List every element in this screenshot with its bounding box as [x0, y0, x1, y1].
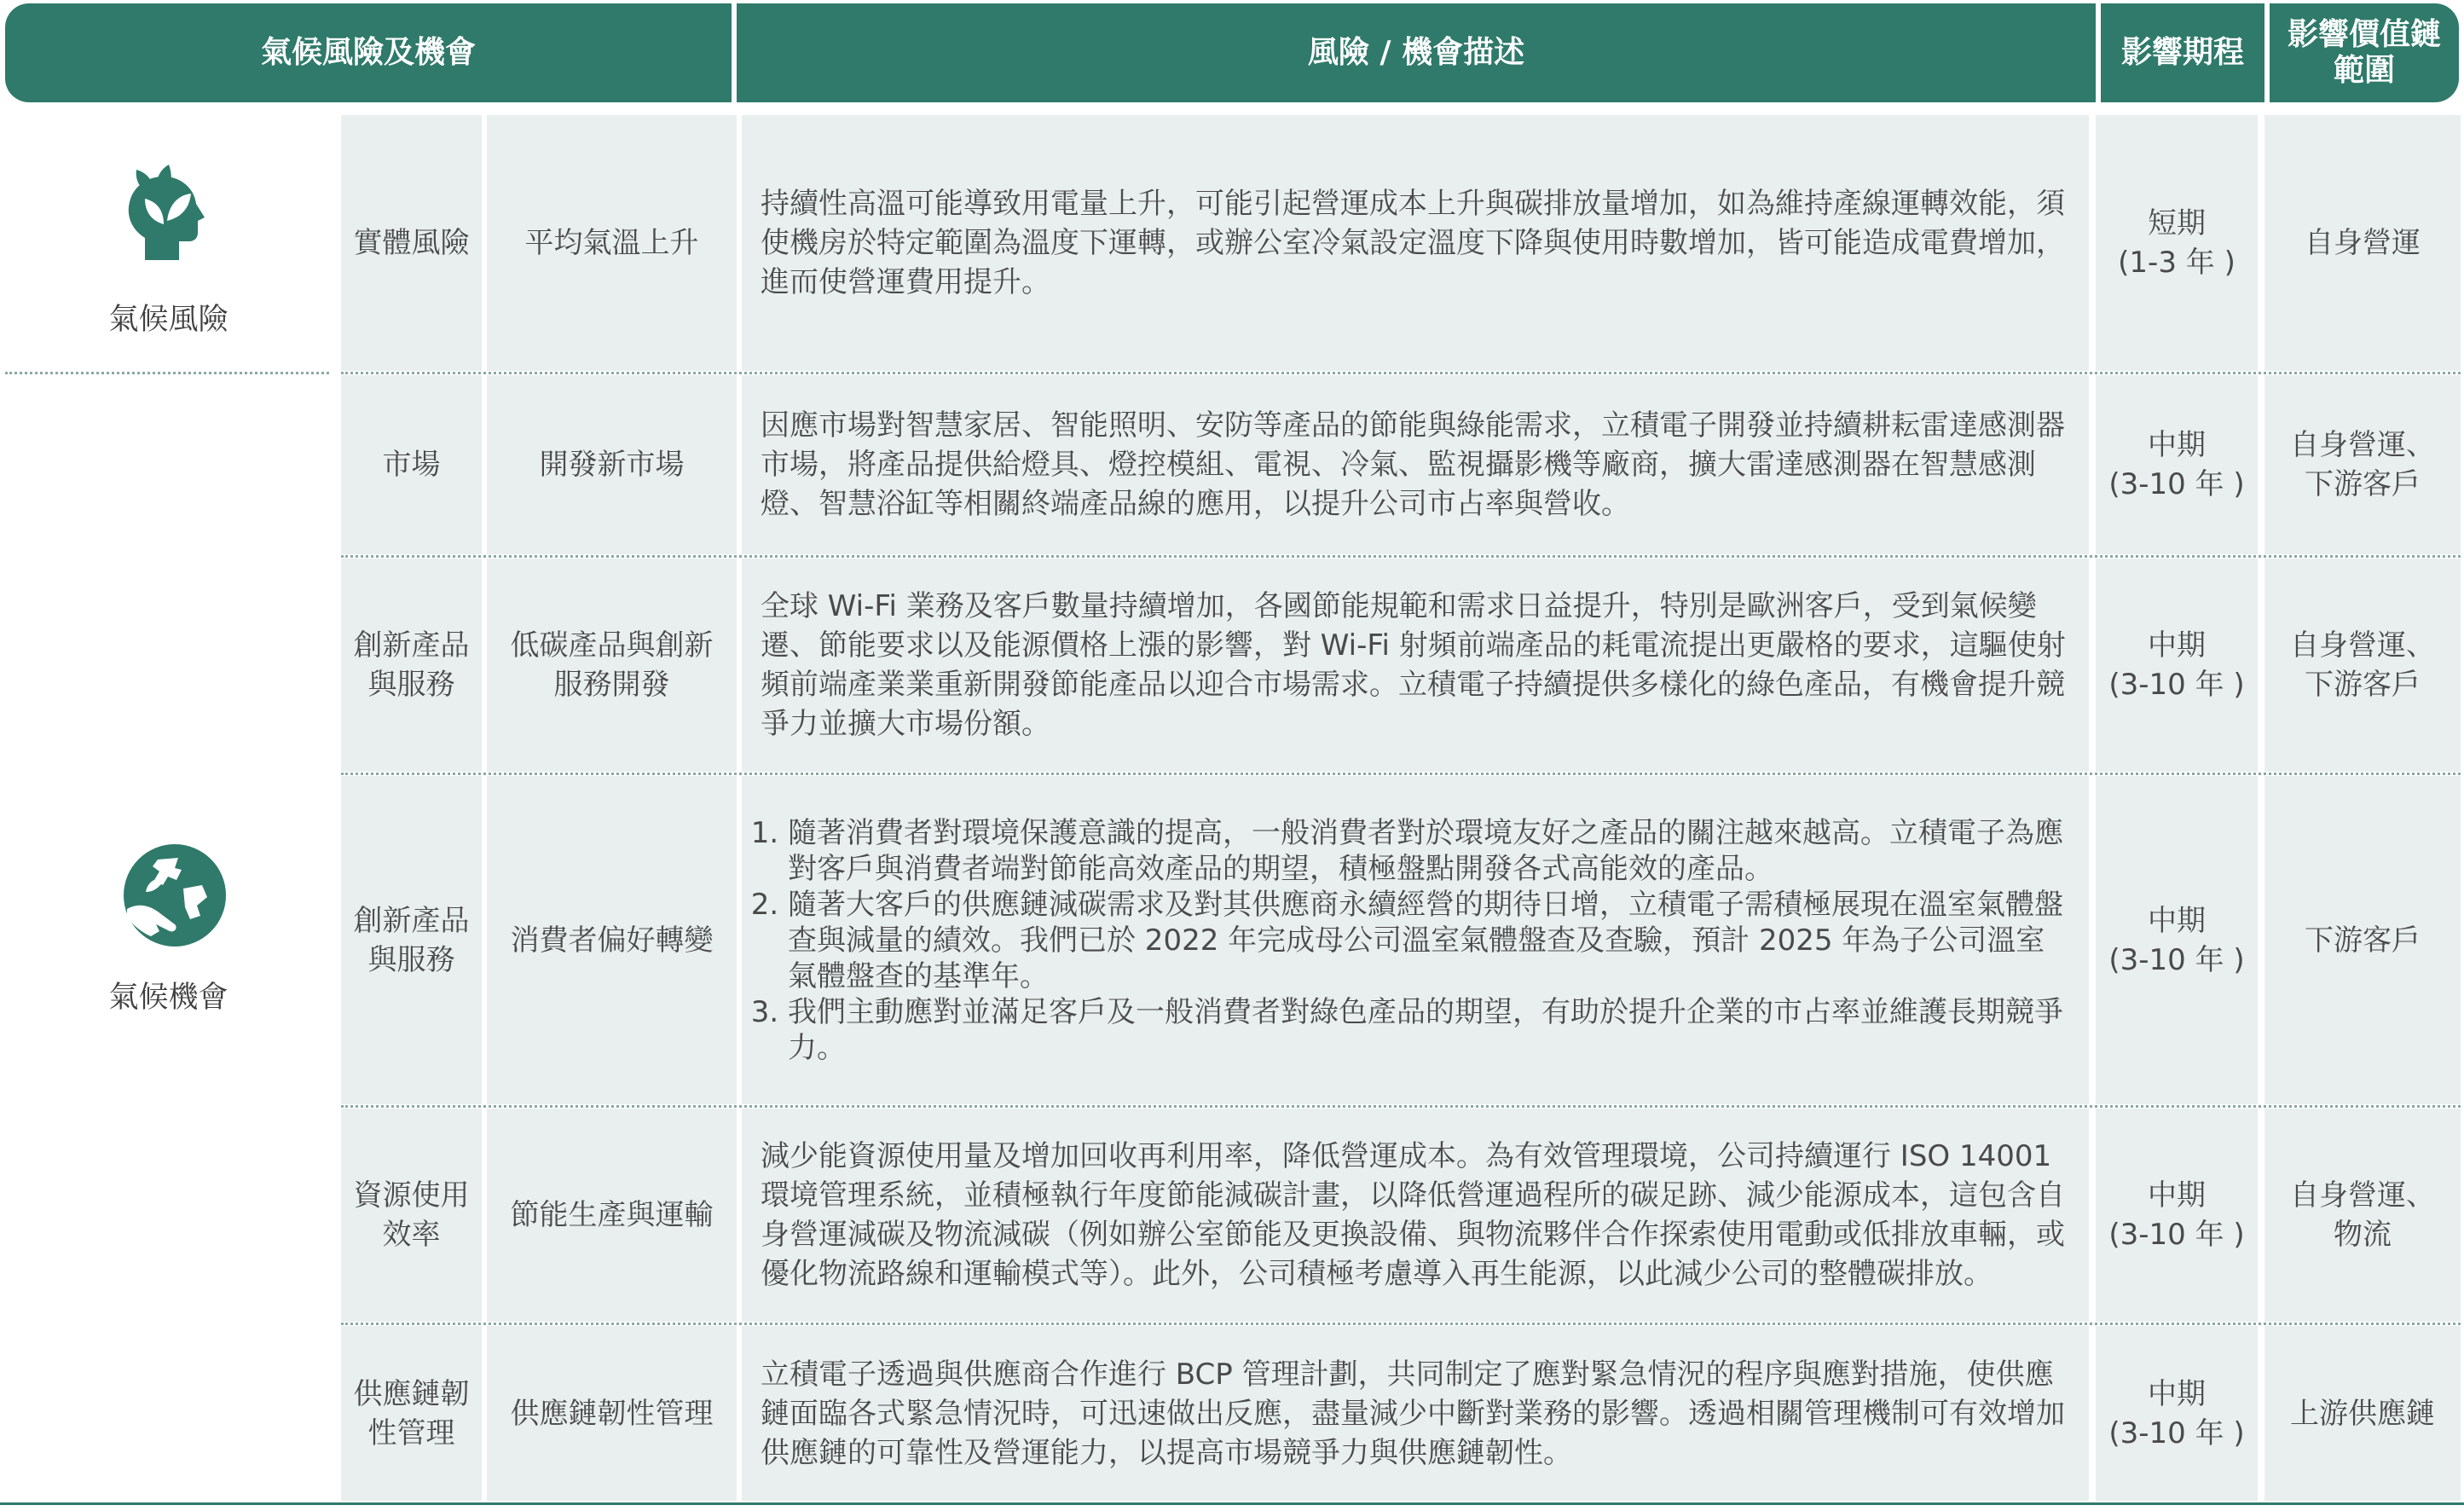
- table-row-3-item: [487, 559, 737, 772]
- row-period-text: 中期 (3-10 年 ): [2108, 628, 2245, 702]
- table-row-3-type: [341, 559, 482, 772]
- row-type-text: 市場: [382, 448, 441, 482]
- table-row-5-item: [487, 1109, 737, 1322]
- leaf-head-icon: [119, 165, 218, 267]
- category-label: 氣候機會: [108, 981, 228, 1015]
- row-divider: [341, 1323, 2461, 1325]
- table-row-5-period: [2096, 1109, 2258, 1322]
- description-list: [761, 815, 2068, 1066]
- table-row-2-description: [742, 375, 2089, 554]
- header-category: 氣候風險及機會: [260, 35, 476, 70]
- globe-hand-icon: [122, 842, 228, 952]
- row-scope-text: 自身營運、 下游客戶: [2290, 428, 2435, 501]
- row-item-text: 開發新市場: [539, 448, 685, 482]
- row-scope-text: 自身營運、 下游客戶: [2290, 628, 2435, 702]
- table-row-5-type: [341, 1109, 482, 1322]
- table-row-4-item: [487, 776, 737, 1104]
- table-row-1-type: [341, 115, 482, 371]
- table-row-4-type: [341, 776, 482, 1104]
- row-divider: [341, 773, 2461, 775]
- header-description: 風險 / 機會描述: [1307, 35, 1525, 70]
- row-scope-text: 下游客戶: [2305, 923, 2421, 958]
- table-row-3-description: [742, 559, 2089, 772]
- row-description-text: 全球 Wi-Fi 業務及客戶數量持續增加，各國節能規範和需求日益提升，特別是歐洲客戶，受到氣候變遷、節能要求以及能源價格上漲的影響，對 Wi-Fi 射頻前端產品的耗電流提出更嚴格的要求，這驅使射頻前端產業業重新開發節能產品以迎合市場需求。立積電子持續提供多樣化的綠色產品，有機會提升競爭力並擴大市場份額。: [761, 589, 2066, 741]
- row-period-text: 中期 (3-10 年 ): [2108, 1376, 2245, 1450]
- table-row-5-scope: [2264, 1109, 2461, 1322]
- row-description-text: 因應市場對智慧家居、智能照明、安防等產品的節能與綠能需求，立積電子開發並持續耕耘雷達感測器市場，將產品提供給燈具、燈控模組、電視、冷氣、監視攝影機等廠商，擴大雷達感測器在智慧感測燈、智慧浴缸等相關終端產品線的應用，以提升公司市占率與營收。: [761, 408, 2065, 521]
- row-item-text: 節能生產與運輸: [510, 1198, 714, 1232]
- table-row-6-type: [341, 1326, 482, 1501]
- header-scope: 影響價值鏈範圍: [2287, 17, 2441, 88]
- row-item-text: 低碳產品與創新 服務開發: [510, 628, 714, 702]
- row-scope-text: 上游供應鏈: [2290, 1396, 2435, 1431]
- table-row-2-type: [341, 375, 482, 554]
- row-period-text: 中期 (3-10 年 ): [2108, 428, 2245, 501]
- row-description-text: 立積電子透過與供應商合作進行 BCP 管理計劃，共同制定了應對緊急情況的程序與應對措施，使供應鏈面臨各式緊急情況時，可迅速做出反應，盡量減少中斷對業務的影響。透過相關管理機制可有效增加供應鏈的可靠性及營運能力，以提高市場競爭力與供應鏈韌性。: [761, 1357, 2065, 1470]
- row-item-text: 供應鏈韌性管理: [510, 1396, 714, 1431]
- row-divider: [341, 372, 2461, 374]
- table-row-1-description: [742, 115, 2089, 371]
- category-label: 氣候風險: [108, 303, 228, 337]
- category-divider: [5, 372, 329, 374]
- table-row-3-scope: [2264, 559, 2461, 772]
- row-scope-text: 自身營運、 物流: [2290, 1178, 2435, 1252]
- table-bottom-border: [0, 1502, 2464, 1505]
- row-period-text: 中期 (3-10 年 ): [2108, 903, 2245, 977]
- category-climate-opportunity: [0, 375, 337, 1501]
- table-row-1-period: [2096, 115, 2258, 371]
- row-period-text: 短期 (1-3 年 ): [2118, 206, 2236, 280]
- row-divider: [341, 555, 2461, 558]
- row-item-text: 消費者偏好轉變: [510, 923, 714, 958]
- table-row-6-scope: [2264, 1326, 2461, 1501]
- table-header: [5, 3, 2459, 102]
- table-row-2-period: [2096, 375, 2258, 554]
- list-item: 2. 隨著大客戶的供應鏈減碳需求及對其供應商永續經營的期待日增，立積電子需積極展現在溫室氣體盤查與減量的績效。我們已於 2022 年完成母公司溫室氣體盤查及查驗，預計 2025 年為子公司溫室氣體盤查的基準年。: [788, 887, 2068, 994]
- list-item: 1. 隨著消費者對環境保護意識的提高，一般消費者對於環境友好之產品的關注越來越高。立積電子為應對客戶與消費者端對節能高效產品的期望，積極盤點開發各式高能效的產品。: [788, 815, 2068, 887]
- row-type-text: 創新產品 與服務: [353, 628, 470, 702]
- row-divider: [341, 1105, 2461, 1108]
- row-type-text: 創新產品 與服務: [353, 903, 470, 977]
- list-item: 3. 我們主動應對並滿足客戶及一般消費者對綠色產品的期望，有助於提升企業的市占率並維護長期競爭力。: [788, 994, 2068, 1066]
- table-row-6-period: [2096, 1326, 2258, 1501]
- table-row-4-description: [742, 776, 2089, 1104]
- row-type-text: 供應鏈韌 性管理: [353, 1376, 470, 1450]
- row-item-text: 平均氣溫上升: [524, 226, 699, 260]
- table-row-6-description: [742, 1326, 2089, 1501]
- row-scope-text: 自身營運: [2305, 226, 2421, 260]
- table-row-5-description: [742, 1109, 2089, 1322]
- table-row-4-scope: [2264, 776, 2461, 1104]
- row-type-text: 資源使用 效率: [353, 1178, 470, 1252]
- row-type-text: 實體風險: [353, 226, 470, 260]
- header-period: 影響期程: [2120, 35, 2244, 70]
- table-row-2-scope: [2264, 375, 2461, 554]
- table-row-1-scope: [2264, 115, 2461, 371]
- table-row-2-item: [487, 375, 737, 554]
- row-description-text: 持續性高溫可能導致用電量上升，可能引起營運成本上升與碳排放量增加，如為維持產線運轉效能，須使機房於特定範圍為溫度下運轉，或辦公室冷氣設定溫度下降與使用時數增加，皆可能造成電費增加，進而使營運費用提升。: [761, 187, 2065, 299]
- row-description-text: 減少能資源使用量及增加回收再利用率，降低營運成本。為有效管理環境，公司持續運行 ISO 14001 環境管理系統，並積極執行年度節能減碳計畫，以降低營運過程所的碳足跡、減少能源成本，這包含自身營運減碳及物流減碳（例如辦公室節能及更換設備、與物流夥伴合作探索使用電動或低排放車輛，或優化物流路線和運輸模式等）。此外，公司積極考慮導入再生能源，以此減少公司的整體碳排放。: [761, 1139, 2065, 1291]
- table-row-4-period: [2096, 776, 2258, 1104]
- category-climate-risk: [0, 115, 337, 371]
- table-row-1-item: [487, 115, 737, 371]
- row-period-text: 中期 (3-10 年 ): [2108, 1178, 2245, 1252]
- table-row-3-period: [2096, 559, 2258, 772]
- table-row-6-item: [487, 1326, 737, 1501]
